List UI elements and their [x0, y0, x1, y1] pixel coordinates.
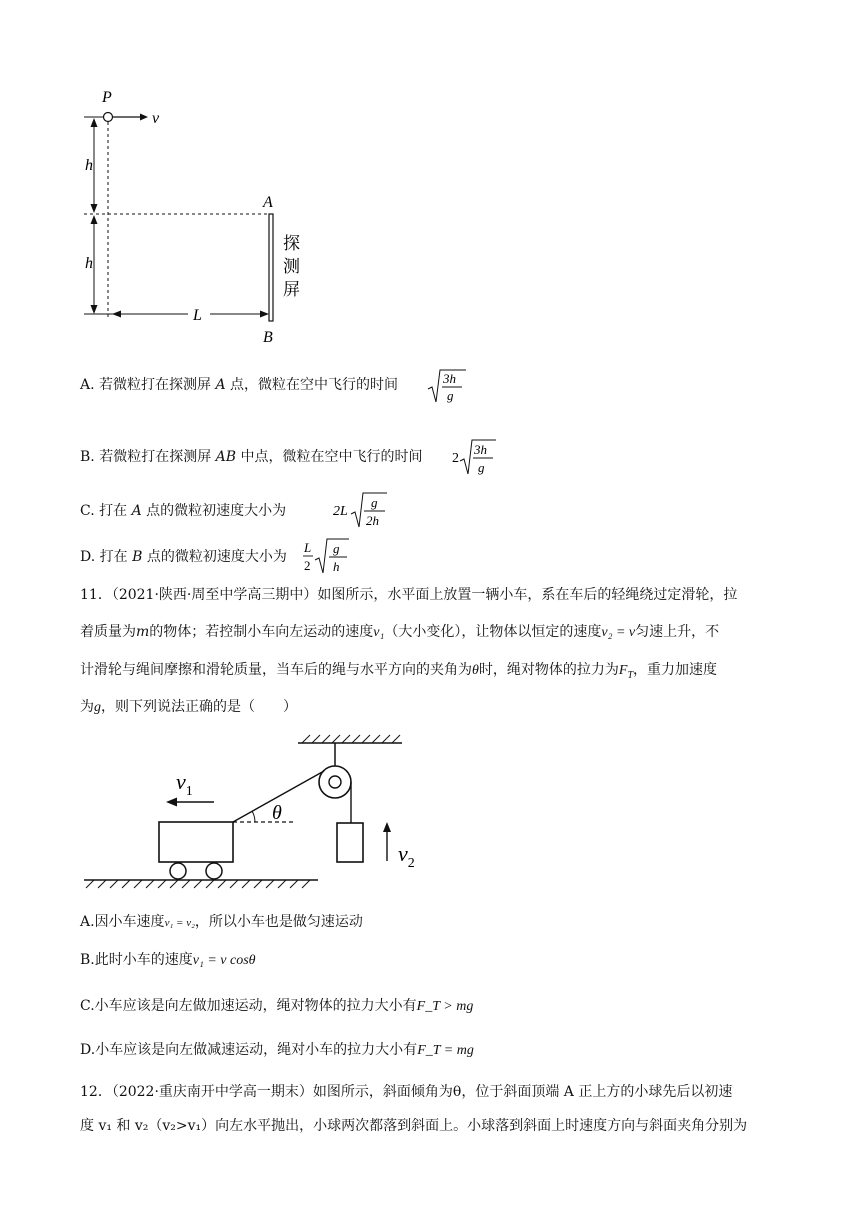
q12-line-2: 度 v₁ 和 v₂（v₂>v₁）向左水平抛出，小球两次都落到斜面上。小球落到斜面上时速度方向与斜面夹角分别为 [80, 1118, 748, 1134]
q11-option-c: C.小车应该是向左做加速运动，绳对物体的拉力大小有F_T > mg [80, 998, 474, 1014]
screen-label-3: 屏 [283, 280, 300, 300]
q11-option-a: A.因小车速度v₁ = v₂，所以小车也是做匀速运动 [80, 914, 363, 930]
svg-text:2: 2 [452, 451, 459, 466]
hanging-block [337, 823, 363, 862]
label-B: B [263, 329, 273, 346]
q10-option-d: D. 打在 B 点的微粒初速度大小为 [80, 549, 287, 565]
label-P: P [102, 89, 112, 106]
label-theta: θ [272, 802, 282, 824]
v1-arrowhead [166, 798, 177, 807]
point-P [104, 113, 113, 122]
svg-text:g: g [447, 388, 454, 403]
label-A: A [263, 194, 273, 211]
q12-line-1: 12．（2022·重庆南开中学高一期末）如图所示，斜面倾角为θ，位于斜面顶端 A 正上方的小球先后以初速 [80, 1084, 733, 1100]
label-v2: $v_2$ [398, 841, 415, 871]
cart-wheel-left [170, 863, 186, 879]
label-v1: $v_1$ [176, 769, 193, 799]
pulley-axle [329, 776, 341, 788]
svg-text:2L: 2L [333, 504, 348, 519]
ground-hatch [86, 880, 310, 888]
screen-label-1: 探 [283, 234, 300, 254]
cart-wheel-right [206, 863, 222, 879]
q10-option-a: A. 若微粒打在探测屏 A 点，微粒在空中飞行的时间 [80, 377, 399, 393]
detection-screen [269, 214, 273, 321]
cart-body [159, 822, 233, 862]
svg-text:g: g [478, 460, 485, 475]
dim-h-bottom-arrow-down [91, 305, 98, 314]
q10-option-b: B. 若微粒打在探测屏 AB 中点，微粒在空中飞行的时间 [80, 449, 423, 465]
q10d-formula [303, 536, 353, 578]
q11-option-b: B.此时小车的速度v₁ = v cosθ [80, 952, 256, 968]
svg-text:L: L [304, 540, 312, 555]
q11-line-2: 着质量为m的物体；若控制小车向左运动的速度v₁（大小变化），让物体以恒定的速度v₂ = v匀速上升，不 [80, 624, 720, 640]
figure-projectile-screen [70, 85, 330, 350]
ceiling-hatch [302, 735, 400, 743]
q11-line-1: 11．（2021·陕西·周至中学高三期中）如图所示，水平面上放置一辆小车，系在车后的轻绳绕过定滑轮，拉 [80, 587, 738, 603]
svg-text:g: g [333, 541, 340, 556]
q10-option-c: C. 打在 A 点的微粒初速度大小为 [80, 503, 287, 519]
dim-h-bottom-arrow-up [91, 215, 98, 224]
figure-cart-pulley [80, 733, 415, 893]
label-h-bottom: h [85, 255, 93, 272]
svg-text:3h: 3h [443, 371, 456, 386]
angle-arc [252, 811, 255, 822]
velocity-arrowhead [140, 114, 148, 121]
dim-h-top-arrow-down [91, 204, 98, 213]
label-L: L [193, 307, 202, 324]
q11-line-4: 为g，则下列说法正确的是（ ） [80, 699, 297, 715]
q11-option-d: D.小车应该是向左做减速运动，绳对小车的拉力大小有F_T = mg [80, 1042, 474, 1058]
svg-text:3h: 3h [474, 442, 487, 457]
dim-L-arrow-left [112, 311, 121, 318]
svg-text:2: 2 [304, 558, 311, 573]
svg-text:h: h [333, 559, 340, 574]
q11-line-3: 计滑轮与绳间摩擦和滑轮质量，当车后的绳与水平方向的夹角为θ时，绳对物体的拉力为$F_T$，重力加速度 [80, 662, 718, 681]
svg-text:2h: 2h [366, 513, 379, 528]
label-h-top: h [85, 157, 93, 174]
v2-arrowhead [383, 822, 391, 832]
dim-L-arrow-right [260, 311, 269, 318]
q10c-formula [333, 490, 393, 532]
q10a-formula [426, 367, 466, 407]
svg-text:g: g [371, 495, 378, 510]
dim-h-top-arrow-up [91, 118, 98, 127]
screen-label-2: 测 [283, 257, 300, 277]
q10b-formula [452, 437, 496, 479]
label-v: v [152, 110, 160, 127]
